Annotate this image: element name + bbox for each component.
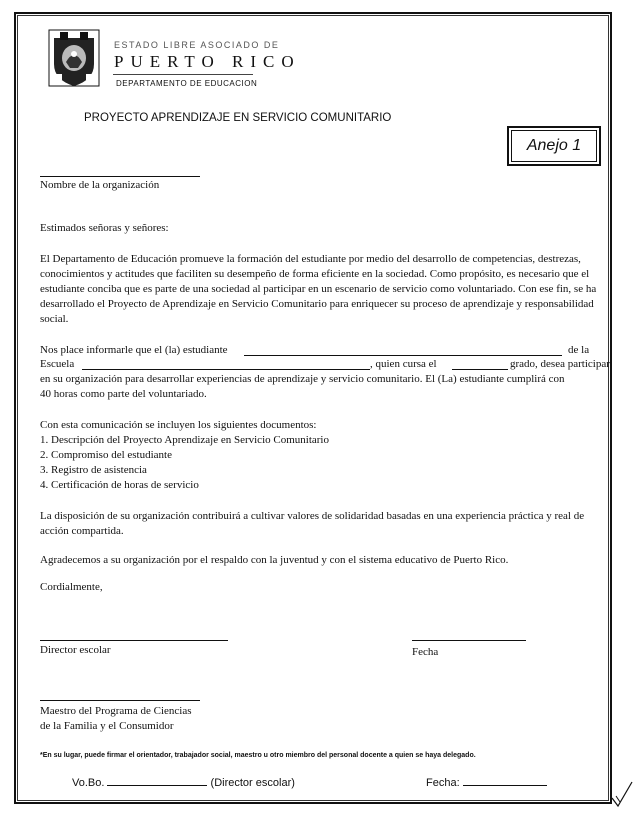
puerto-rico-seal-icon bbox=[46, 28, 102, 90]
government-line: ESTADO LIBRE ASOCIADO DE bbox=[114, 40, 280, 50]
quien-cursa-text: , quien cursa el bbox=[370, 358, 437, 370]
student-para-line4: 40 horas como parte del voluntariado. bbox=[40, 388, 207, 400]
organization-label: Nombre de la organización bbox=[40, 179, 160, 191]
escuela-label: Escuela bbox=[40, 358, 75, 370]
documents-intro: Con esta comunicación se incluyen los siguientes documentos: bbox=[40, 419, 317, 431]
document-item: 4. Certificación de horas de servicio bbox=[40, 479, 199, 491]
header-divider bbox=[113, 74, 253, 75]
vobo-director-label: (Director escolar) bbox=[210, 777, 295, 789]
student-lead-text: Nos place informarle que el (la) estudiante bbox=[40, 344, 228, 356]
salutation: Estimados señoras y señores: bbox=[40, 222, 169, 234]
director-signature-line[interactable] bbox=[40, 640, 228, 641]
grade-line[interactable] bbox=[452, 369, 508, 370]
teacher-label-line2: de la Familia y el Consumidor bbox=[40, 720, 174, 732]
student-para-line3: en su organización para desarrollar experiencias de aprendizaje y servicio comunitario. El (La) estudiante cumplirá con bbox=[40, 373, 565, 385]
annex-label: Anejo 1 bbox=[511, 130, 597, 162]
teacher-label-line1: Maestro del Programa de Ciencias bbox=[40, 705, 192, 717]
document-item: 2. Compromiso del estudiante bbox=[40, 449, 172, 461]
territory-name: PUERTO RICO bbox=[114, 52, 301, 71]
solidarity-paragraph: La disposición de su organización contribuirá a cultivar valores de solidaridad basadas en una experiencia práctica y real de acción compartida. bbox=[40, 510, 585, 537]
project-title: PROYECTO APRENDIZAJE EN SERVICIO COMUNITARIO bbox=[84, 112, 392, 124]
intro-paragraph: El Departamento de Educación promueve la formación del estudiante por medio del desarrollo de competencias, destrezas, conocimientos y actitudes que faciliten su desempeño de forma eficiente en la sociedad. Como propósito, es necesario que el estudiante conciba que es parte de una sociedad al participar en un escenario de servicio como voluntariado. Con ese fin, se ha desarrollado el Proyecto de Aprendizaje en Servicio Comunitario para enriquecer su proceso de aprendizaje y responsabilidad social. bbox=[40, 253, 597, 325]
de-la-text: de la bbox=[568, 344, 590, 356]
approval-date-line[interactable] bbox=[463, 774, 547, 786]
date-signature-line[interactable] bbox=[412, 640, 526, 641]
approval-date-label: Fecha: bbox=[426, 777, 460, 789]
handwritten-check-mark-icon bbox=[610, 780, 634, 810]
student-name-line[interactable] bbox=[244, 355, 562, 356]
school-name-line[interactable] bbox=[82, 369, 370, 370]
approval-row bbox=[72, 774, 295, 789]
footnote: *En su lugar, puede firmar el orientador, trabajador social, maestro u otro miembro del personal docente a quien se haya delegado. bbox=[40, 752, 476, 759]
vobo-signature-line[interactable] bbox=[107, 774, 207, 786]
thanks-paragraph: Agradecemos a su organización por el respaldo con la juventud y con el sistema educativo de Puerto Rico. bbox=[40, 554, 509, 566]
organization-name-line[interactable] bbox=[40, 176, 200, 177]
teacher-signature-line[interactable] bbox=[40, 700, 200, 701]
approval-date-row bbox=[426, 774, 547, 789]
document-item: 1. Descripción del Proyecto Aprendizaje en Servicio Comunitario bbox=[40, 434, 329, 446]
date-label: Fecha bbox=[412, 646, 439, 658]
grado-text: grado, desea participar bbox=[510, 358, 610, 370]
department-name: DEPARTAMENTO DE EDUCACION bbox=[116, 79, 258, 88]
closing: Cordialmente, bbox=[40, 581, 103, 593]
document-item: 3. Registro de asistencia bbox=[40, 464, 147, 476]
vobo-label: Vo.Bo. bbox=[72, 777, 105, 789]
director-label: Director escolar bbox=[40, 644, 111, 656]
